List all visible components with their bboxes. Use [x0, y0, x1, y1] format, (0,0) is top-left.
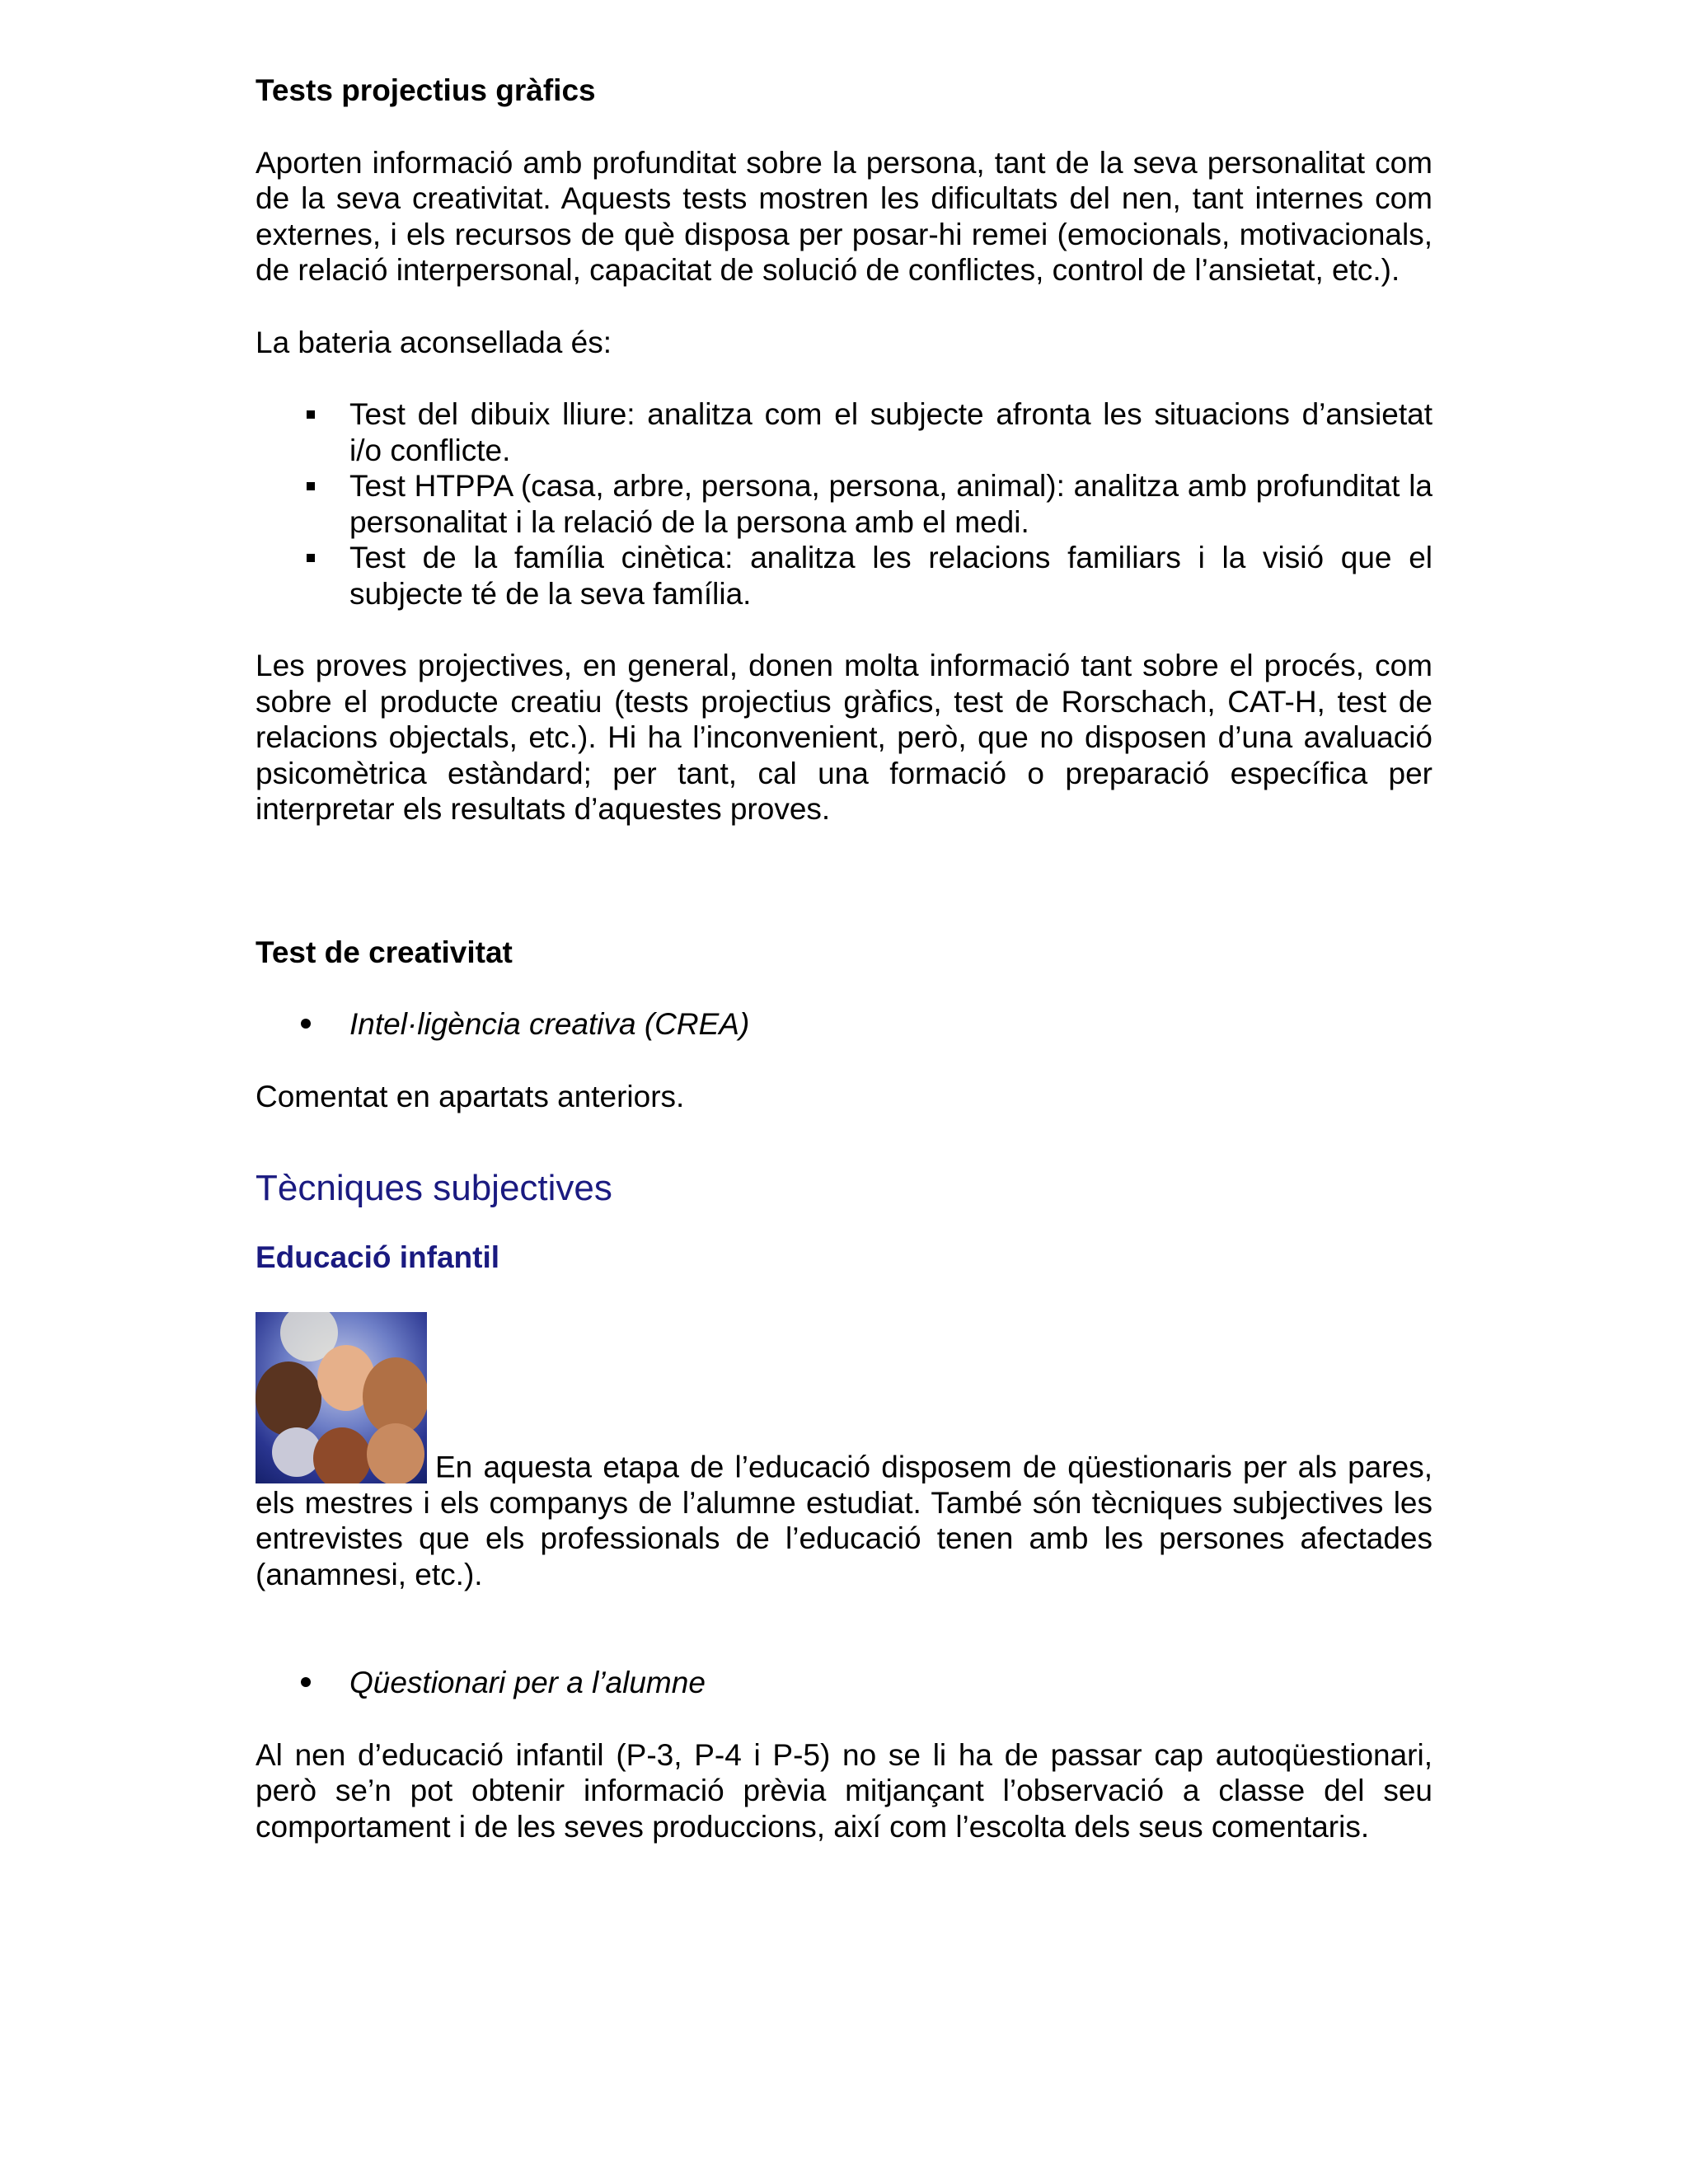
square-bullet-icon: [307, 410, 315, 419]
list-item: Intel·ligència creativa (CREA): [256, 1006, 1432, 1043]
creativity-note: Comentat en apartats anteriors.: [256, 1079, 685, 1113]
battery-label: La bateria aconsellada és:: [256, 325, 612, 359]
section-heading-projective-tests: Tests projectius gràfics: [256, 73, 596, 107]
children-faces-illustration: [256, 1312, 427, 1483]
list-item: Test del dibuix lliure: analitza com el subjecte afronta les situacions d’ansietat i/o conflicte.: [256, 396, 1432, 468]
early-education-paragraph: En aquesta etapa de l’educació disposem de qüestionaris per als pares, els mestres i els companys de l’alumne estudiat. També són tècniques subjectives les entrevistes que els professionals de l’educació tenen amb les persones afectades (anamnesi, etc.).: [256, 1312, 1432, 1593]
student-questionnaire-list: [256, 1665, 1432, 1701]
list-item: Test de la família cinètica: analitza les relacions familiars i la visió que el subjecte té de la seva família.: [256, 540, 1432, 612]
document-page: [256, 73, 1432, 1844]
list-item: Qüestionari per a l’alumne: [256, 1665, 1432, 1701]
battery-list: [256, 396, 1432, 612]
projective-closing-paragraph: Les proves projectives, en general, donen molta informació tant sobre el procés, com sobre el producte creatiu (tests projectius gràfics, test de Rorschach, CAT-H, test de relacions objectals, etc.). Hi ha l’inconvenient, però, que no disposen d’una avaluació psicomètrica estàndard; per tant, cal una formació o preparació específica per interpretar els resultats d’aquestes proves.: [256, 649, 1432, 826]
square-bullet-icon: [307, 482, 315, 490]
intro-paragraph: Aporten informació amb profunditat sobre la persona, tant de la seva personalitat com de la seva creativitat. Aquests tests mostren les dificultats del nen, tant internes com externes, i els recursos de què disposa per posar-hi remei (emocionals, motivacionals, de relació interpersonal, capacitat de solució de conflictes, control de l’ansietat, etc.).: [256, 145, 1432, 287]
list-item: Test HTPPA (casa, arbre, persona, persona, animal): analitza amb profunditat la personalitat i la relació de la persona amb el medi.: [256, 468, 1432, 540]
round-bullet-icon: [301, 1019, 311, 1029]
early-education-closing-paragraph: Al nen d’educació infantil (P-3, P-4 i P-5) no se li ha de passar cap autoqüestionari, però se’n pot obtenir informació prèvia mitjançant l’observació a classe del seu comportament i de les seves produccions, així com l’escolta dels seus comentaris.: [256, 1737, 1432, 1844]
round-bullet-icon: [301, 1677, 311, 1687]
square-bullet-icon: [307, 554, 315, 562]
creativity-list: [256, 1006, 1432, 1043]
section-heading-creativity-test: Test de creativitat: [256, 935, 513, 969]
subsection-title-early-education: Educació infantil: [256, 1240, 500, 1274]
section-title-subjective-techniques: Tècniques subjectives: [256, 1168, 612, 1208]
